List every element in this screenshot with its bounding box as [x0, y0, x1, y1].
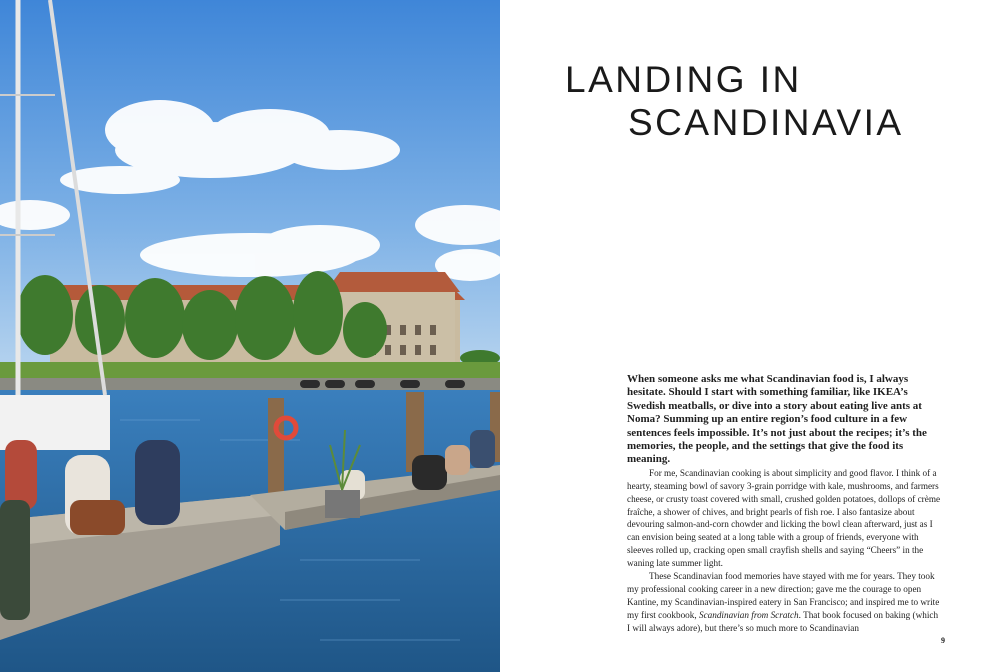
chapter-title-line-1: LANDING IN [565, 59, 802, 100]
quay-wall [0, 378, 500, 390]
lawn [0, 362, 500, 380]
text-page [500, 0, 1000, 672]
chapter-title [565, 58, 904, 144]
lead-paragraph: When someone asks me what Scandinavian food is, I always hesitate. Should I start with something familiar, like IKEA’s Swedish meatballs, or dive into a story about eating live ants at Noma? Summing up an entire region’s food culture in a few sentences feels impossible. It’s not just about the recipes; it’s the memories, the people, and the settings that give the food its meaning. [627, 373, 927, 466]
paragraph-2: For me, Scandinavian cooking is about simplicity and good flavor. I think of a hearty, steaming bowl of savory 3-grain porridge with kale, mushrooms, and farmers cheese, or crusty toast covered with small, crushed golden potatoes, dollops of crème fraîche, a shower of chives, and bright pearls of fish roe. I also fantasize about devouring salmon-and-corn chowder and licking the bowl clean afterward, just as I can envision being seated at a long table with a group of friends, everyone with sleeves rolled up, cracking open small crayfish shells and saying “Cheers” in the waning late summer light. [627, 467, 941, 569]
book-title: Scandinavian from Scratch [698, 609, 799, 620]
planter [325, 490, 360, 518]
paragraph-3-part-1: These Scandinavian food memories have stayed with me for years. They took my professional cooking career in a new direction; gave me the courage to open Kantine, my Scandinavian-inspired eatery in San Francisco; and inspired me to write my first cookbook, [627, 571, 940, 620]
post [268, 398, 284, 493]
paragraph-3-part-2: . That book focused on baking (which I will always adore), but there’s so much more to Scandinavian [627, 609, 939, 633]
body-text [627, 373, 941, 635]
paragraph-3 [627, 570, 941, 635]
page-number: 9 [941, 636, 945, 645]
chapter-title-line-2: SCANDINAVIA [628, 102, 904, 143]
